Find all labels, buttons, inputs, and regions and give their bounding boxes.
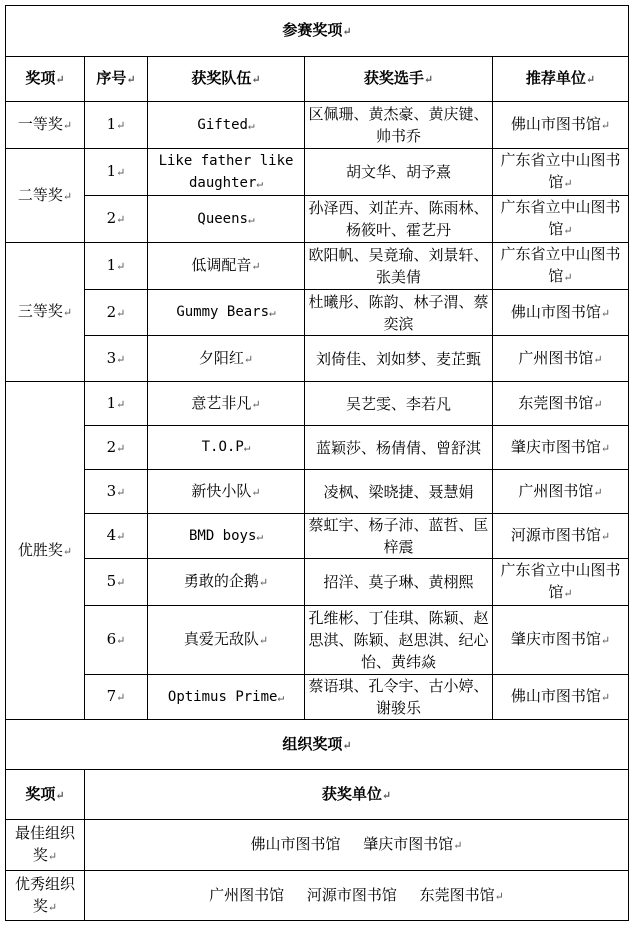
paragraph-mark: ↵ [243, 441, 251, 454]
award-cell-text: 三等奖 [17, 302, 63, 320]
team-cell-text: Optimus Prime [167, 688, 278, 705]
award-cell-text: 一等奖 [17, 115, 63, 133]
column-header-text: 推荐单位 [525, 69, 586, 87]
paragraph-mark: ↵ [494, 889, 504, 903]
paragraph-mark: ↵ [116, 306, 126, 320]
column-header-text: 奖项 [25, 69, 56, 87]
paragraph-mark: ↵ [600, 119, 611, 132]
column-header [6, 770, 85, 820]
unit-cell [493, 470, 629, 514]
players-cell-text: 刘倚佳、刘如梦、麦芷甄 [315, 349, 481, 368]
team-cell [148, 382, 305, 426]
paragraph-mark: ↵ [62, 189, 73, 203]
players-cell [305, 290, 493, 336]
paragraph-mark: ↵ [243, 352, 254, 366]
paragraph-mark: ↵ [563, 271, 573, 284]
org-units-cell-text: 广州图书馆 河源市图书馆 东莞图书馆 [209, 885, 495, 904]
team-cell-text: Gummy Bears [176, 304, 270, 320]
paragraph-mark: ↵ [55, 788, 65, 802]
team-cell-text: 勇敢的企鹅 [183, 572, 259, 590]
players-cell-text: 蔡虹宇、杨子沛、蓝哲、匡梓震 [308, 516, 489, 556]
number-cell [85, 149, 148, 196]
team-cell-text: 意艺非凡 [191, 393, 252, 412]
team-cell [148, 559, 305, 606]
org-units-cell [85, 871, 629, 921]
award-cell-text: 二等奖 [17, 185, 63, 204]
column-header-text: 奖项 [25, 784, 56, 803]
org-award-cell [6, 820, 85, 871]
paragraph-mark: ↵ [600, 306, 611, 320]
number-cell [85, 675, 148, 720]
players-cell [305, 382, 493, 426]
unit-cell-text: 广州图书馆 [518, 481, 594, 500]
paragraph-mark: ↵ [593, 397, 603, 411]
paragraph-mark: ↵ [342, 25, 352, 38]
players-cell-text: 欧阳帆、吴竟瑜、刘景轩、张美倩 [308, 246, 489, 286]
column-header [85, 770, 629, 820]
team-cell-text: T.O.P [201, 439, 244, 455]
players-cell-text: 吴艺雯、李若凡 [345, 394, 451, 413]
paragraph-mark: ↵ [251, 260, 261, 273]
column-header [493, 57, 629, 102]
header-row [6, 57, 629, 102]
number-cell-text: 1 [106, 256, 117, 274]
paragraph-mark: ↵ [62, 119, 73, 132]
unit-cell-text: 广州图书馆 [518, 348, 594, 367]
players-cell [305, 514, 493, 559]
paragraph-mark: ↵ [251, 73, 261, 86]
unit-cell [493, 196, 629, 243]
players-cell-text: 蔡语琪、孔令宇、古小婷、谢骏乐 [308, 677, 489, 717]
team-cell-text: 新快小队 [191, 481, 252, 500]
players-cell [305, 196, 493, 243]
team-cell [148, 606, 305, 675]
team-cell [148, 675, 305, 720]
paragraph-mark: ↵ [342, 738, 352, 752]
paragraph-mark: ↵ [269, 306, 276, 319]
players-cell-text: 蓝颖莎、杨倩倩、曾舒淇 [315, 438, 481, 457]
org-award-cell [6, 871, 85, 921]
number-cell-text: 5 [106, 572, 117, 590]
players-cell [305, 426, 493, 470]
paragraph-mark: ↵ [247, 212, 255, 226]
paragraph-mark: ↵ [251, 397, 261, 411]
section-title-row [6, 720, 629, 770]
award-cell [6, 382, 85, 720]
unit-cell [493, 559, 629, 606]
paragraph-mark: ↵ [256, 529, 264, 543]
table-row [6, 149, 629, 196]
team-cell [148, 243, 305, 290]
paragraph-mark: ↵ [258, 634, 269, 647]
team-cell [148, 102, 305, 149]
unit-cell-text: 肇庆市图书馆 [510, 437, 601, 456]
paragraph-mark: ↵ [55, 73, 65, 86]
unit-cell-text: 广东省立中山图书馆 [500, 561, 621, 601]
paragraph-mark: ↵ [116, 119, 126, 132]
number-cell-text: 1 [106, 393, 117, 412]
paragraph-mark: ↵ [585, 73, 596, 86]
column-header-text: 获奖单位 [321, 784, 382, 803]
team-cell-text: BMD boys [188, 527, 257, 544]
award-cell [6, 243, 85, 382]
number-cell-text: 2 [106, 209, 117, 227]
table-row [6, 675, 629, 720]
paragraph-mark: ↵ [47, 900, 58, 914]
table-row [6, 382, 629, 426]
unit-cell-text: 肇庆市图书馆 [510, 630, 601, 648]
table-row [6, 243, 629, 290]
paragraph-mark: ↵ [47, 850, 58, 863]
unit-cell [493, 606, 629, 675]
table-row [6, 336, 629, 382]
table-row [6, 470, 629, 514]
paragraph-mark: ↵ [116, 691, 126, 704]
team-cell [148, 514, 305, 559]
column-header [305, 57, 493, 102]
org-award-cell-text: 优秀组织奖 [14, 874, 75, 915]
number-cell [85, 290, 148, 336]
players-cell-text: 凌枫、梁晓捷、聂慧娟 [323, 482, 474, 501]
paragraph-mark: ↵ [593, 352, 603, 366]
team-cell-text: Like father like daughter [158, 152, 294, 191]
paragraph-mark: ↵ [593, 485, 603, 499]
unit-cell-text: 广东省立中山图书馆 [500, 198, 621, 238]
number-cell-text: 1 [106, 162, 117, 180]
paragraph-mark: ↵ [116, 441, 126, 455]
paragraph-mark: ↵ [116, 352, 126, 366]
number-cell [85, 336, 148, 382]
award-cell [6, 149, 85, 243]
paragraph-mark: ↵ [116, 397, 126, 411]
players-cell-text: 孙泽西、刘芷卉、陈雨林、杨筱叶、霍艺丹 [308, 199, 489, 239]
team-cell [148, 336, 305, 382]
paragraph-mark: ↵ [116, 634, 126, 647]
unit-cell-text: 佛山市图书馆 [510, 302, 601, 321]
unit-cell [493, 243, 629, 290]
unit-cell-text: 佛山市图书馆 [510, 115, 601, 133]
number-cell [85, 470, 148, 514]
team-cell-text: Queens [197, 210, 248, 227]
table-row [6, 426, 629, 470]
award-cell-text: 优胜奖 [17, 540, 63, 559]
column-header [6, 57, 85, 102]
table-row [6, 559, 629, 606]
number-cell [85, 514, 148, 559]
table-row [6, 102, 629, 149]
players-cell-text: 孔维彬、丁佳琪、陈颖、赵思淇、陈颖、赵思淇、纪心怡、黄纬焱 [308, 609, 489, 671]
paragraph-mark: ↵ [62, 306, 73, 319]
table-row [6, 871, 629, 921]
number-cell [85, 606, 148, 675]
paragraph-mark: ↵ [126, 73, 136, 86]
players-cell-text: 杜曦彤、陈韵、林子渭、蔡奕滨 [308, 292, 489, 333]
players-cell [305, 149, 493, 196]
award-cell [6, 102, 85, 149]
team-cell [148, 426, 305, 470]
number-cell-text: 7 [106, 687, 117, 705]
section-title-text: 组织奖项 [282, 734, 343, 753]
paragraph-mark: ↵ [116, 166, 126, 179]
number-cell-text: 3 [106, 481, 117, 500]
players-cell [305, 470, 493, 514]
unit-cell [493, 426, 629, 470]
paragraph-mark: ↵ [116, 485, 126, 499]
number-cell-text: 6 [106, 630, 117, 648]
unit-cell-text: 河源市图书馆 [510, 526, 601, 544]
table-row [6, 290, 629, 336]
unit-cell-text: 广东省立中山图书馆 [500, 245, 621, 285]
unit-cell [493, 514, 629, 559]
column-header-text: 获奖队伍 [191, 69, 252, 87]
paragraph-mark: ↵ [251, 485, 261, 499]
paragraph-mark: ↵ [381, 788, 392, 802]
awards-table [5, 5, 629, 921]
number-cell-text: 4 [106, 526, 117, 544]
team-cell-text: 夕阳红 [198, 348, 244, 367]
column-header [148, 57, 305, 102]
paragraph-mark: ↵ [62, 544, 73, 558]
players-cell-text: 胡文华、胡予熹 [345, 163, 451, 181]
paragraph-mark: ↵ [600, 530, 611, 543]
unit-cell [493, 290, 629, 336]
table-row [6, 820, 629, 871]
players-cell-text: 区佩珊、黄杰豪、黄庆键、帅书乔 [308, 105, 489, 145]
table-row [6, 606, 629, 675]
unit-cell-text: 东莞图书馆 [518, 393, 594, 412]
team-cell [148, 290, 305, 336]
players-cell [305, 675, 493, 720]
header-row [6, 770, 629, 820]
paragraph-mark: ↵ [423, 73, 434, 86]
section-title-text: 参赛奖项 [282, 21, 343, 39]
paragraph-mark: ↵ [247, 118, 255, 132]
number-cell [85, 426, 148, 470]
section-title [6, 720, 629, 770]
players-cell [305, 559, 493, 606]
team-cell-text: 真爱无敌队 [183, 630, 259, 648]
number-cell-text: 1 [106, 115, 117, 133]
unit-cell [493, 336, 629, 382]
paragraph-mark: ↵ [116, 260, 126, 273]
paragraph-mark: ↵ [453, 839, 463, 852]
section-title-row [6, 6, 629, 57]
players-cell [305, 243, 493, 290]
paragraph-mark: ↵ [116, 213, 126, 226]
org-award-cell-text: 最佳组织奖 [14, 824, 75, 864]
team-cell [148, 149, 305, 196]
unit-cell [493, 149, 629, 196]
paragraph-mark: ↵ [600, 441, 611, 455]
section-title [6, 6, 629, 57]
paragraph-mark: ↵ [600, 691, 611, 704]
players-cell [305, 102, 493, 149]
unit-cell [493, 675, 629, 720]
number-cell [85, 382, 148, 426]
paragraph-mark: ↵ [116, 530, 126, 543]
number-cell-text: 2 [106, 437, 117, 456]
number-cell-text: 2 [106, 302, 117, 321]
paragraph-mark: ↵ [277, 690, 285, 704]
org-units-cell-text: 佛山市图书馆 肇庆市图书馆 [250, 835, 454, 853]
number-cell [85, 196, 148, 243]
column-header-text: 获奖选手 [363, 69, 424, 87]
paragraph-mark: ↵ [258, 576, 269, 589]
paragraph-mark: ↵ [563, 587, 573, 600]
paragraph-mark: ↵ [563, 177, 573, 190]
paragraph-mark: ↵ [256, 176, 264, 190]
team-cell [148, 470, 305, 514]
team-cell-text: Gifted [197, 116, 248, 133]
players-cell [305, 336, 493, 382]
team-cell-text: 低调配音 [191, 256, 252, 274]
table-row [6, 196, 629, 243]
number-cell [85, 243, 148, 290]
column-header [85, 57, 148, 102]
number-cell [85, 559, 148, 606]
number-cell [85, 102, 148, 149]
table-row [6, 514, 629, 559]
column-header-text: 序号 [96, 69, 127, 87]
paragraph-mark: ↵ [600, 634, 611, 647]
unit-cell [493, 102, 629, 149]
paragraph-mark: ↵ [116, 576, 126, 589]
players-cell-text: 招洋、莫子琳、黄栩熙 [323, 573, 474, 591]
players-cell [305, 606, 493, 675]
team-cell [148, 196, 305, 243]
unit-cell [493, 382, 629, 426]
paragraph-mark: ↵ [563, 224, 573, 237]
unit-cell-text: 广东省立中山图书馆 [500, 151, 621, 191]
unit-cell-text: 佛山市图书馆 [510, 687, 601, 705]
number-cell-text: 3 [106, 348, 117, 367]
org-units-cell [85, 820, 629, 871]
